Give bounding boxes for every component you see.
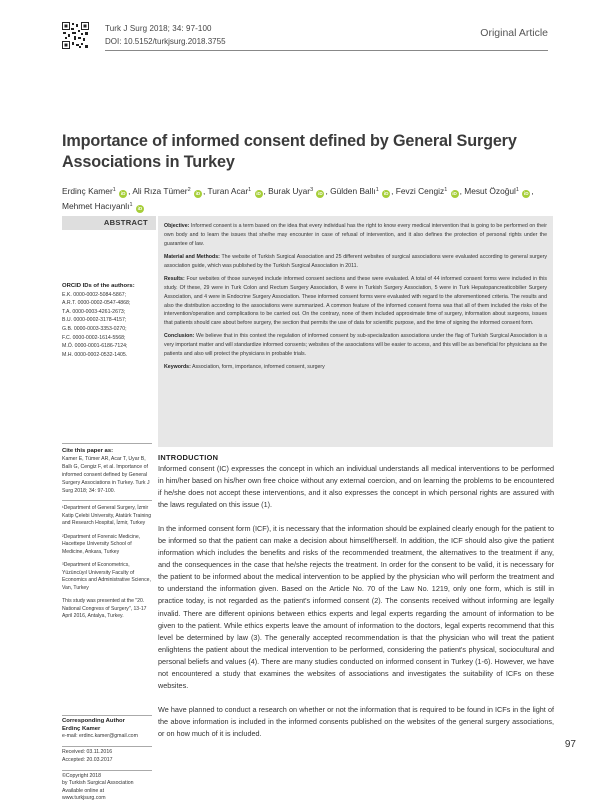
orcid-line: A.R.T. 0000-0002-0547-4868;: [62, 300, 131, 307]
header-divider: [105, 50, 548, 51]
website-link[interactable]: www.turkjsurg.com: [62, 794, 106, 801]
journal-citation: Turk J Surg 2018; 34: 97-100: [105, 24, 212, 33]
abstract-methods: Material and Methods: The website of Turkish Surgical Association and 25 different websites of surgical associations were evaluated according to general surgery association guide, which was published by the Turkish Surgical Association in 2011.: [164, 253, 547, 269]
affiliation-3: ³Department of Econometrics, Yüzüncüyıl University Faculty of Economics and Administrative Science, Van, Turkey: [62, 562, 151, 591]
orcid-line: B.U. 0000-0002-3178-4157;: [62, 317, 127, 324]
abstract-box: [158, 216, 553, 447]
article-title: Importance of informed consent defined by General Surgery Associations in Turkey: [62, 132, 517, 171]
orcid-line: E.K. 0000-0002-5084-5867;: [62, 291, 127, 298]
orcid-ids: [62, 282, 152, 359]
cite-block: [62, 447, 152, 496]
orcid-icon[interactable]: iD: [195, 191, 201, 196]
author-2: Ali Rıza Tümer$^2$ iD ,: [132, 186, 206, 196]
orcid-icon[interactable]: iD: [256, 191, 261, 196]
copyright-by: by Turkish Surgical Association: [62, 780, 134, 787]
orcid-icon[interactable]: iD: [452, 191, 457, 196]
abstract-conclusion: Conclusion: We believe that in this context the regulation of informed consent by sub-specialization associations under the flag of Turkish Surgical Association is a very important matter and will standardize informed consents; websites of the associations will be easier to access, and this will be as beneficial for physicians as the patients and also will protect the physicians in probable trials.: [164, 333, 547, 358]
orcid-icon[interactable]: iD: [524, 191, 529, 196]
orcid-line: F.C. 0000-0002-1614-5568;: [62, 334, 126, 341]
dates-block: [62, 749, 152, 764]
author-6: Fevzi Cengiz$^1$ iD ,: [395, 186, 462, 196]
abstract-results: Results: Four websites of those surveyed include informed consent sections and these were evaluated. A total of 44 informed consent forms were included in this study. Of these, 29 were in Turk Colon and Rectum Surgery Association, 8 were in Turkish Surgery Association, 5 were in Turk Hepatopancreaticobilier Surgery Association, and 4 were in Endocrine Surgery Association. These informed consent forms were evaluated with regard to the aforementioned criteria. The results and also the distribution according to the associations were summarized. A common feature of the informed consent forms was that all of them included the risks of the intervention/operation and complications to be carried out. On the contrary, none of them included approximate time of surgery, information about surgeons, issues that patients should care about before surgery, the section that permits the use of data for scientific purpose, and the time of signing the informed consent form.: [164, 276, 548, 327]
body-paragraph-1: Informed consent (IC) expresses the concept in which an individual understands all medical interventions to be performed in him/her based on his/her own free choice without any external coercion, and on learning the problems to be encountered if he/she does not accept these interventions, and it also expresses the concept in which personal rights are assured with the laws regulated on this issue (1).: [158, 464, 554, 510]
orcid-line: M.H. 0000-0002-0532-1405.: [62, 351, 128, 358]
corresponding-author: [62, 718, 152, 741]
copyright-block: [62, 773, 152, 802]
doi-link[interactable]: DOI: 10.5152/turkjsurg.2018.3755: [105, 37, 226, 46]
orcid-icon[interactable]: iD: [120, 191, 126, 196]
orcid-heading: ORCID IDs of the authors:: [62, 283, 135, 289]
orcid-line: T.A. 0000-0003-4261-2673;: [62, 308, 126, 315]
orcid-icon[interactable]: iD: [318, 191, 323, 196]
affiliation-1: ¹Department of General Surgery, İzmir Katip Çelebi University, Atatürk Training and Research Hospital, İzmir, Turkey: [62, 505, 152, 526]
accepted-date: Accepted: 20.03.2017: [62, 756, 113, 763]
available-online: Available online at: [62, 787, 105, 794]
author-list: [62, 183, 554, 213]
presentation-note: This study was presented at the "20. National Congress of Surgery", 13-17 April 2016, Antalya, Turkey.: [62, 598, 147, 619]
cite-text: Kamer E, Tümer AR, Acar T, Uyar B, Ballı G, Cengiz F, et al. Importance of informed consent defined by General Surgery Associations in Turkey. Turk J Surg 2018; 34: 97-100.: [62, 456, 150, 495]
author-7: Mesut Özoğul$^1$ iD ,: [464, 186, 534, 196]
author-5: Gülden Ballı$^1$ iD ,: [330, 186, 394, 196]
introduction-heading: INTRODUCTION: [158, 453, 219, 462]
corr-email[interactable]: e-mail: erdinc.kamer@gmail.com: [62, 733, 138, 740]
sidebar-divider: [62, 443, 152, 444]
cite-heading: Cite this paper as:: [62, 448, 114, 454]
affiliations: [62, 505, 152, 627]
page-number: 97: [564, 739, 576, 750]
abstract-label-box: [62, 216, 156, 230]
body-text: [158, 463, 554, 752]
abstract-objective: Objective: Informed consent is a term based on the idea that every individual has the right to know every medical intervention that is going to be performed on their own body and to learn the issues that she/he may encounter in case of refusal of intervention, and it also defines the protection of personal rights under the guarantee of law.: [164, 223, 547, 247]
orcid-icon[interactable]: iD: [137, 206, 143, 211]
body-paragraph-2: In the informed consent form (ICF), it is necessary that the information should be explained clearly enough for the patient to be informed so that the patient can make a decision about himself/herself. In addition, the ICF should also give the patient information which includes the benefits and risks of the recommended treatment, the alternatives to the treatment if any, and the consequences in the case that he/she rejects the treatment. In order for the consent to be valid, it is necessary for the patient to be informed about the medical intervention to be applied by the physician who will perform the treatment and to understand the information given. Based on the Article No. 70 of the Law No. 1219, only one form, which is still in practice today, is not regarded as the patient's informed consent (2). The consents received without informing are legally invalid. There are different opinions between ethics experts and legal experts regarding the amount of information to be given to the patient. While ethics experts leave the amount of information to the doctors, legal experts recommend that this level be determined by law (3). The generally accepted recommendation is that the physician who will treat the patient enlightens the patient about the medical intervention to be performed, considering the patient's physical, sociocultural and personal beliefs and values (4). There are many studies conducted on informed consent in Turkey (1-6). However, we have not encountered a study that examines the websites of associations and investigates the suitability of ICFs on these websites.: [158, 524, 554, 690]
author-8: Mehmet Hacıyanlı$^1$ iD: [62, 201, 143, 211]
abstract-keywords: Keywords: Association, form, importance, informed consent, surgery: [164, 364, 325, 371]
author-4: Burak Uyar$^3$ iD ,: [268, 186, 328, 196]
copyright-line: ©Copyright 2018: [62, 773, 102, 779]
article-type: Original Article: [480, 27, 548, 39]
affiliation-2: ²Department of Forensic Medicine, Hacettepe University School of Medicine, Ankara, Turkey: [62, 533, 141, 555]
orcid-line: G.B. 0000-0003-3353-0270;: [62, 325, 127, 332]
sidebar-divider: [62, 770, 152, 771]
orcid-line: M.Ö. 0000-0001-6186-7124;: [62, 343, 128, 350]
sidebar-divider: [62, 746, 152, 747]
sidebar-divider: [62, 715, 152, 716]
qr-code-icon: [62, 22, 89, 49]
body-paragraph-3: We have planned to conduct a research on whether or not the information that is required to be found in ICFs in the light of the above information is included in the informed consents published on the websites of the general surgery associations, or on how much of it is included.: [158, 704, 554, 738]
orcid-icon[interactable]: iD: [383, 191, 389, 196]
author-1: Erdinç Kamer$^1$ iD ,: [62, 186, 131, 196]
author-3: Turan Acar$^1$ iD ,: [207, 186, 266, 196]
corr-name: Erdinç Kamer: [62, 725, 101, 732]
sidebar-divider: [62, 500, 152, 501]
received-date: Received: 03.11.2016: [62, 749, 113, 755]
abstract-label: ABSTRACT: [103, 218, 148, 227]
corr-heading: Corresponding Author: [62, 718, 125, 724]
